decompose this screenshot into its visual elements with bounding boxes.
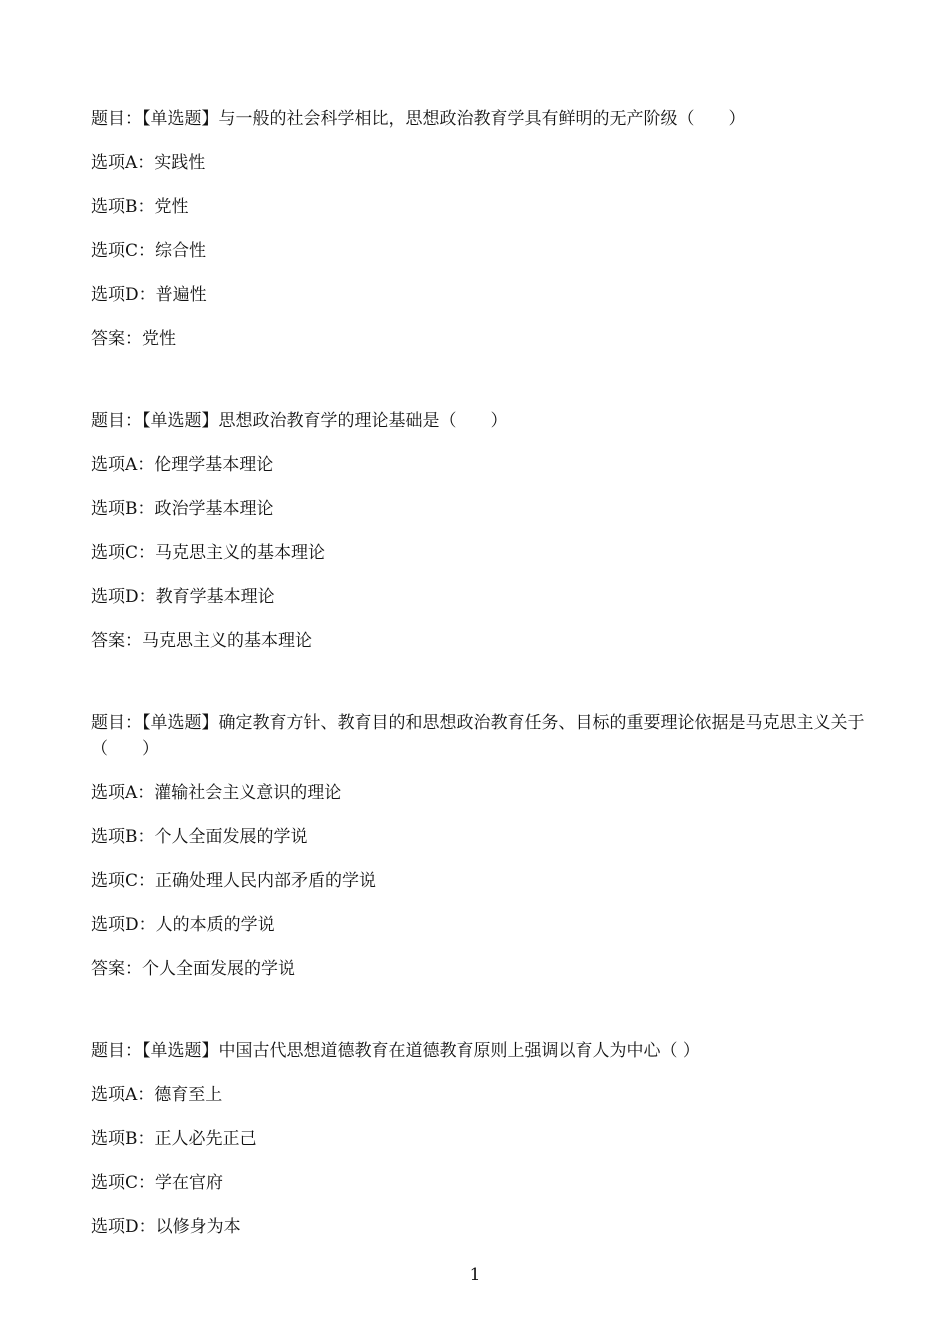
option-text: 以修身为本 <box>155 1217 241 1237</box>
title-label: 题目： <box>91 411 142 431</box>
title-text: 【单选题】中国古代思想道德教育在道德教育原则上强调以育人为中心（ ） <box>142 1041 700 1061</box>
option-d <box>91 282 871 308</box>
option-label: 选项A： <box>91 783 155 803</box>
option-text: 政治学基本理论 <box>154 499 274 519</box>
question-spacer <box>91 370 871 408</box>
title-label: 题目： <box>91 713 142 733</box>
option-label: 选项C： <box>91 241 156 261</box>
option-d <box>91 584 871 610</box>
option-text: 马克思主义的基本理论 <box>155 543 326 563</box>
option-label: 选项A： <box>91 153 155 173</box>
option-label: 选项D： <box>91 1217 156 1237</box>
question-3 <box>91 710 871 982</box>
option-a <box>91 150 871 176</box>
option-text: 德育至上 <box>154 1085 223 1105</box>
option-label: 选项A： <box>91 455 155 475</box>
answer-text: 个人全面发展的学说 <box>142 959 295 979</box>
answer <box>91 628 871 654</box>
question-2 <box>91 408 871 654</box>
option-text: 灌输社会主义意识的理论 <box>154 783 342 803</box>
option-text: 综合性 <box>155 241 207 261</box>
answer-label: 答案： <box>91 329 142 349</box>
option-b <box>91 1126 871 1152</box>
answer-label: 答案： <box>91 631 142 651</box>
option-label: 选项A： <box>91 1085 155 1105</box>
answer-text: 马克思主义的基本理论 <box>142 631 312 651</box>
option-b <box>91 194 871 220</box>
question-title <box>91 710 871 762</box>
title-text: 【单选题】确定教育方针、教育目的和思想政治教育任务、目标的重要理论依据是马克思主义关于（ ） <box>91 713 865 759</box>
answer <box>91 956 871 982</box>
option-text: 正确处理人民内部矛盾的学说 <box>155 871 377 891</box>
option-b <box>91 824 871 850</box>
option-c <box>91 1170 871 1196</box>
option-text: 个人全面发展的学说 <box>154 827 308 847</box>
question-title <box>91 1038 871 1064</box>
option-a <box>91 780 871 806</box>
option-text: 正人必先正己 <box>154 1129 257 1149</box>
title-label: 题目： <box>91 109 142 129</box>
option-c <box>91 868 871 894</box>
question-spacer <box>91 1000 871 1038</box>
answer-text: 党性 <box>142 329 176 349</box>
option-label: 选项D： <box>91 285 156 305</box>
title-text: 【单选题】与一般的社会科学相比，思想政治教育学具有鲜明的无产阶级（ ） <box>142 109 746 129</box>
option-c <box>91 238 871 264</box>
option-d <box>91 912 871 938</box>
option-label: 选项C： <box>91 1173 156 1193</box>
option-text: 伦理学基本理论 <box>154 455 274 475</box>
title-label: 题目： <box>91 1041 142 1061</box>
option-text: 人的本质的学说 <box>155 915 275 935</box>
option-a <box>91 1082 871 1108</box>
option-text: 学在官府 <box>155 1173 224 1193</box>
question-spacer <box>91 672 871 710</box>
question-list <box>91 106 871 1258</box>
option-label: 选项C： <box>91 871 156 891</box>
option-label: 选项B： <box>91 1129 155 1149</box>
option-label: 选项D： <box>91 587 156 607</box>
option-label: 选项D： <box>91 915 156 935</box>
option-label: 选项B： <box>91 197 155 217</box>
answer-label: 答案： <box>91 959 142 979</box>
page-number: 1 <box>469 1265 481 1285</box>
option-b <box>91 496 871 522</box>
option-label: 选项C： <box>91 543 156 563</box>
option-c <box>91 540 871 566</box>
option-text: 实践性 <box>154 153 206 173</box>
question-1 <box>91 106 871 352</box>
title-text: 【单选题】思想政治教育学的理论基础是（ ） <box>142 411 508 431</box>
option-label: 选项B： <box>91 499 155 519</box>
option-label: 选项B： <box>91 827 155 847</box>
question-4 <box>91 1038 871 1240</box>
option-d <box>91 1214 871 1240</box>
option-text: 教育学基本理论 <box>155 587 275 607</box>
option-text: 普遍性 <box>155 285 207 305</box>
question-title <box>91 408 871 434</box>
option-a <box>91 452 871 478</box>
option-text: 党性 <box>154 197 189 217</box>
question-title <box>91 106 871 132</box>
answer <box>91 326 871 352</box>
